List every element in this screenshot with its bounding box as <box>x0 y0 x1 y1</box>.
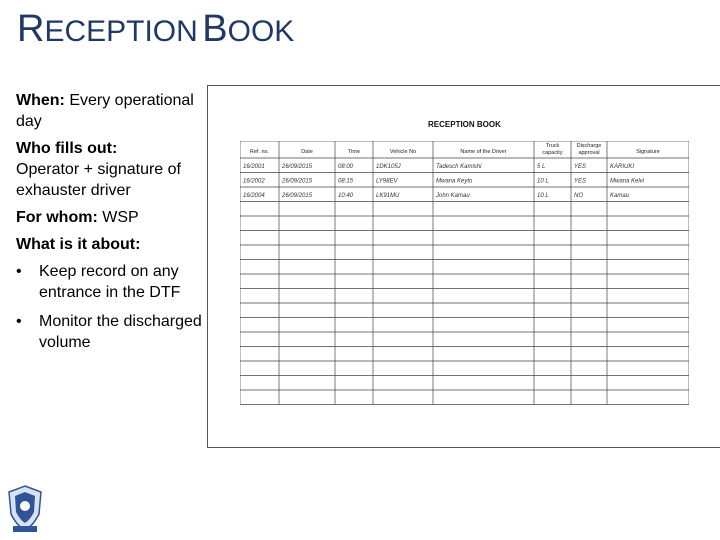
table-cell: 16/2001 <box>243 164 265 170</box>
bullet-item: • Keep record on any entrance in the DTF <box>16 263 181 301</box>
table-cell: Mwana Kelvi <box>610 178 645 185</box>
table-cell: 16/2004 <box>243 193 265 199</box>
table-cell: 10 L <box>537 178 549 185</box>
info-panel <box>16 90 206 361</box>
reception-book-table <box>240 141 689 413</box>
table-cell: Tadesch Kamishi <box>436 164 482 170</box>
for-item: For whom: WSP <box>16 209 139 226</box>
table-header-cell: capacity <box>542 150 563 156</box>
table-cell: 1DK105J <box>376 164 401 170</box>
table-cell: KARIUKI <box>610 164 635 170</box>
who-item: Who fills out: Operator + signature of exhauster driver <box>16 140 181 199</box>
table-header-cell: approval <box>578 150 600 156</box>
table-header-cell: Name of the Driver <box>460 149 507 155</box>
table-cell: 26/09/2015 <box>282 178 313 185</box>
table-cell: John Kamau <box>436 193 470 199</box>
table-cell: 16/2002 <box>243 178 265 185</box>
document-title: RECEPTION BOOK <box>428 120 501 129</box>
table-cell: 08:00 <box>338 164 354 170</box>
table-cell: 10:40 <box>338 193 354 199</box>
table-cell: 26/09/2015 <box>282 193 313 199</box>
table-header-cell: Ref. no. <box>249 149 270 155</box>
reception-book-document <box>207 85 720 448</box>
table-header-cell: Truck <box>545 143 560 149</box>
when-item: When: Every operational day <box>16 92 194 130</box>
table-cell: LK91MU <box>376 193 400 199</box>
table-cell: 5 L <box>537 164 546 170</box>
table-cell: 26/09/2015 <box>282 164 313 170</box>
table-header-cell: Signature <box>636 149 660 155</box>
table-header-cell: Date <box>301 149 313 155</box>
table-cell: 10 L <box>537 193 549 199</box>
table-cell: Mwana Keyto <box>436 178 473 185</box>
crest-logo-icon <box>5 484 45 534</box>
bullet-list <box>16 261 206 353</box>
table-cell: Kamau <box>610 193 630 199</box>
table-cell: YES <box>574 164 587 170</box>
table-cell: YES <box>574 178 587 185</box>
table-cell: NO <box>574 193 583 199</box>
table-header-cell: Vehicle No <box>389 149 417 155</box>
table-cell: 08:15 <box>338 178 354 185</box>
table-header-cell: Time <box>347 149 361 155</box>
table-cell: LY98EV <box>376 178 398 185</box>
what-item: What is it about: <box>16 236 141 253</box>
bullet-item: • Monitor the discharged volume <box>16 313 202 351</box>
page-title: RECEPTION BOOK <box>17 8 295 50</box>
table-header-cell: Discharge <box>576 143 602 149</box>
